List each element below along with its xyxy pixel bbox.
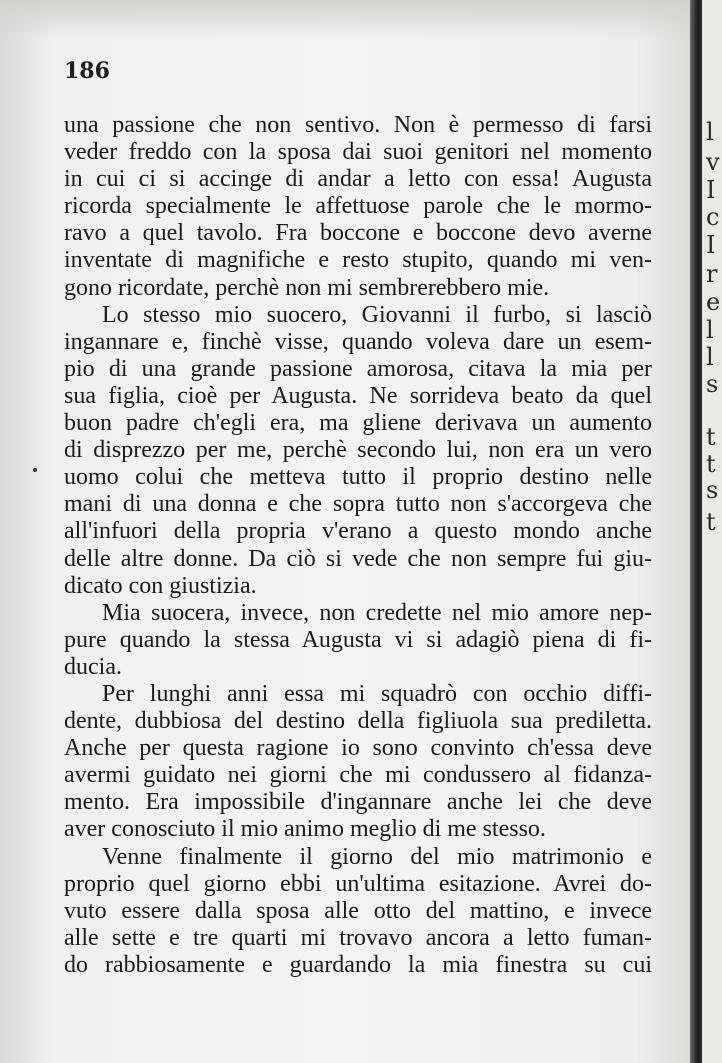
text-line: uomo colui che metteva tutto il proprio destino nelle bbox=[64, 464, 652, 491]
text-line: ravo a quel tavolo. Fra boccone e boccone devo averne bbox=[64, 220, 652, 247]
text-line: veder freddo con la sposa dai suoi genitori nel momento bbox=[64, 139, 652, 166]
text-line: ducia. bbox=[64, 653, 122, 680]
page-number: 186 bbox=[64, 58, 110, 84]
facing-page-fragment: I bbox=[706, 176, 716, 204]
text-line: dicato con giustizia. bbox=[64, 572, 257, 599]
body-text bbox=[64, 112, 652, 979]
text-line: avermi guidato nei giorni che mi condussero al fidanza- bbox=[64, 762, 652, 789]
text-line: pure quando la stessa Augusta vi si adagiò piena di fi- bbox=[64, 626, 652, 653]
facing-page-fragment: l bbox=[706, 316, 714, 344]
facing-page-fragment: l bbox=[706, 343, 714, 371]
facing-page-fragment: t bbox=[706, 423, 716, 451]
ink-speck bbox=[33, 468, 37, 472]
facing-page-fragment: l bbox=[706, 118, 714, 146]
text-line: gono ricordate, perchè non mi sembrerebbero mie. bbox=[64, 274, 550, 301]
text-line: di disprezzo per me, perchè secondo lui, non era un vero bbox=[64, 437, 652, 464]
text-line: Lo stesso mio suocero, Giovanni il furbo, si lasciò bbox=[102, 301, 652, 328]
text-line: dente, dubbiosa del destino della figliuola sua prediletta. bbox=[64, 708, 652, 735]
page-shadow bbox=[0, 0, 690, 40]
facing-page-edge bbox=[702, 0, 722, 1063]
text-line: mento. Era impossibile d'ingannare anche lei che deve bbox=[64, 789, 652, 816]
text-line: Venne finalmente il giorno del mio matrimonio e bbox=[102, 843, 652, 870]
facing-page-fragment: s bbox=[706, 476, 719, 504]
text-line: Anche per questa ragione io sono convinto ch'essa deve bbox=[64, 735, 652, 762]
text-line: vuto essere dalla sposa alle otto del mattino, e invece bbox=[64, 897, 652, 924]
text-line: delle altre donne. Da ciò si vede che non sempre fui giu- bbox=[64, 545, 652, 572]
text-line: inventate di magnifiche e resto stupito, quando mi ven- bbox=[64, 247, 652, 274]
text-line: mani di una donna e che sopra tutto non s'accorgeva che bbox=[64, 491, 652, 518]
book-gutter bbox=[690, 0, 702, 1063]
text-line: all'infuori della propria v'erano a questo mondo anche bbox=[64, 518, 652, 545]
facing-page-fragment: r bbox=[706, 260, 718, 288]
text-line: aver conosciuto il mio animo meglio di me stesso. bbox=[64, 816, 546, 843]
facing-page-fragment: v bbox=[706, 148, 720, 176]
text-line: in cui ci si accinge di andar a letto con essa! Augusta bbox=[64, 166, 652, 193]
text-line: proprio quel giorno ebbi un'ultima esitazione. Avrei do- bbox=[64, 870, 652, 897]
text-line: do rabbiosamente e guardando la mia finestra su cui bbox=[64, 951, 652, 978]
text-line: Per lunghi anni essa mi squadrò con occhio diffi- bbox=[102, 680, 652, 707]
text-line: ricorda specialmente le affettuose parole che le mormo- bbox=[64, 193, 652, 220]
text-line: buon padre ch'egli era, ma gliene derivava un aumento bbox=[64, 410, 652, 437]
text-line: pio di una grande passione amorosa, citava la mia per bbox=[64, 355, 652, 382]
facing-page-fragment: t bbox=[706, 450, 716, 478]
text-line: una passione che non sentivo. Non è permesso di farsi bbox=[64, 112, 652, 138]
facing-page-fragment: s bbox=[706, 370, 719, 398]
text-line: sua figlia, cioè per Augusta. Ne sorrideva beato da quel bbox=[64, 382, 652, 409]
text-line: ingannare e, finchè visse, quando voleva dare un esem- bbox=[64, 328, 652, 355]
text-line: alle sette e tre quarti mi trovavo ancora a letto fuman- bbox=[64, 924, 652, 951]
facing-page-fragment: I bbox=[706, 231, 716, 259]
facing-page-fragment: c bbox=[706, 203, 720, 231]
facing-page-fragment: t bbox=[706, 508, 716, 536]
text-line: Mia suocera, invece, non credette nel mio amore nep- bbox=[102, 599, 652, 626]
facing-page-fragment: e bbox=[706, 288, 721, 316]
